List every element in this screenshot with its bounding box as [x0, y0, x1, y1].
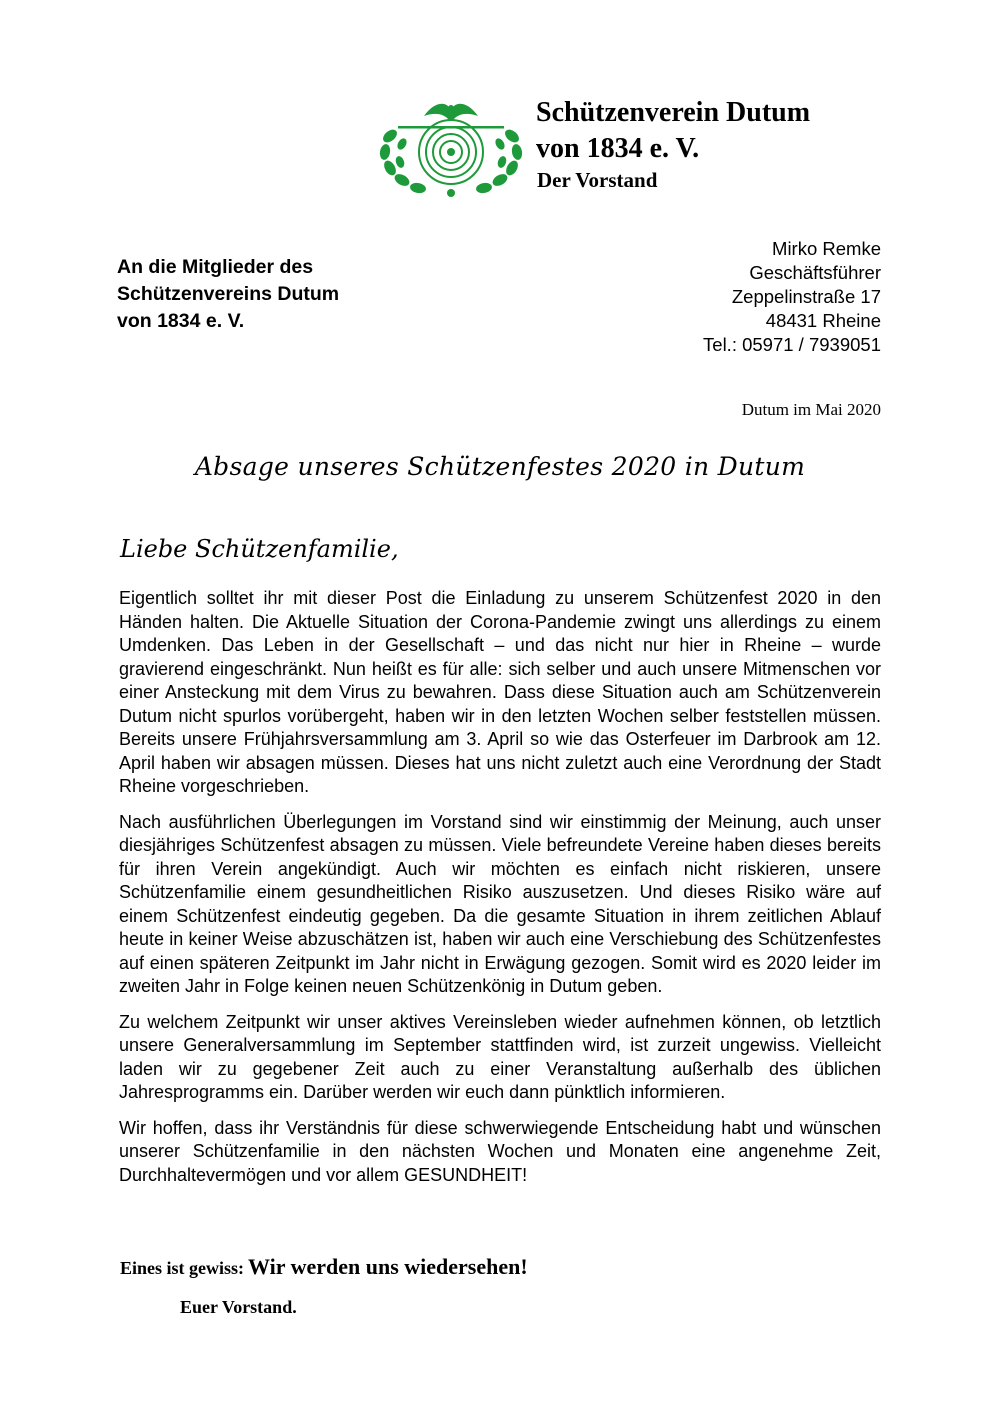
sender-line: 48431 Rheine: [765, 310, 881, 331]
sender-line: Mirko Remke: [772, 238, 881, 259]
letter-date: Dutum im Mai 2020: [741, 400, 881, 419]
closing-lead: Eines ist gewiss:: [120, 1258, 245, 1278]
recipient-line: An die Mitglieder des: [117, 256, 314, 278]
body-paragraph: Zu welchem Zeitpunkt wir unser aktives Vereinsleben wieder aufnehmen können, ob letztlich unsere Generalversammlung im September stattfinden wird, ist zurzeit ungewiss. Vielleicht laden wir zu gegebener Zeit auch zu einer Veranstaltung außerhalb des üblichen Jahresprogramms ein. Darüber werden wir euch dann pünktlich informieren.: [119, 1011, 881, 1102]
body-paragraph: Nach ausführlichen Überlegungen im Vorstand sind wir einstimmig der Meinung, auch unser diesjähriges Schützenfest absagen zu müssen. Viele befreundete Vereine haben dieses bereits für ihren Verein angekündigt. Auch wir möchten es einfach nicht riskieren, unsere Schützenfamilie einem gesundheitlichen Risiko auszusetzen. Und dieses Risiko wäre auf einem Schützenfest eindeutig gegeben. Da die gesamte Situation in ihrem zeitlichen Ablauf heute in keiner Weise abzuschätzen ist, haben wir auch eine Verschiebung des Schützenfestes auf einen späteren Zeitpunkt im Jahr nicht in Erwägung gezogen. Somit wird es 2020 leider im zweiten Jahr in Folge keinen neuen Schützenkönig in Dutum geben.: [119, 811, 881, 996]
sender-line: Geschäftsführer: [749, 262, 881, 283]
board-label: Der Vorstand: [537, 168, 658, 192]
body-paragraph: Wir hoffen, dass ihr Verständnis für diese schwerwiegende Entscheidung habt und wünschen unserer Schützenfamilie in den nächsten Wochen und Monaten eine angenehme Zeit, Durchhaltevermögen und vor allem GESUNDHEIT!: [119, 1117, 881, 1185]
letter-body: [119, 587, 881, 1199]
letter-subject: Absage unseres Schützenfestes 2020 in Dutum: [194, 452, 806, 481]
club-name: [536, 95, 810, 167]
signature: Euer Vorstand.: [180, 1297, 297, 1317]
club-name-line: von 1834 e. V.: [536, 133, 700, 164]
recipient-line: Schützenvereins Dutum: [117, 283, 340, 305]
sender-address: [703, 237, 881, 357]
recipient-address: [117, 254, 339, 335]
closing-statement: Wir werden uns wiedersehen!: [248, 1254, 528, 1279]
body-paragraph: Eigentlich solltet ihr mit dieser Post die Einladung zu unserem Schützenfest 2020 in den Händen halten. Die Aktuelle Situation der Corona-Pandemie zwingt uns allerdings zu einem Umdenken. Das Leben in der Gesellschaft – und das nicht nur hier in Rheine – wurde gravierend eingeschränkt. Nun heißt es für alle: sich selber und auch unsere Mitmenschen vor einer Ansteckung mit dem Virus zu bewahren. Dass diese Situation auch am Schützenverein Dutum nicht spurlos vorübergeht, haben wir in den letzten Wochen selber feststellen müssen. Bereits unsere Frühjahrsversammlung am 3. April so wie das Osterfeuer im Darbrook am 12. April haben wir absagen müssen. Dieses hat uns nicht zuletzt auch eine Verordnung der Stadt Rheine vorgeschrieben.: [119, 588, 881, 796]
sender-line: Tel.: 05971 / 7939051: [703, 334, 881, 355]
closing-line: [120, 1254, 528, 1280]
club-name-line: Schützenverein Dutum: [536, 97, 811, 128]
recipient-line: von 1834 e. V.: [117, 310, 245, 332]
club-emblem-icon: [376, 96, 526, 198]
sender-line: Zeppelinstraße 17: [731, 286, 881, 307]
greeting: Liebe Schützenfamilie,: [120, 535, 399, 563]
